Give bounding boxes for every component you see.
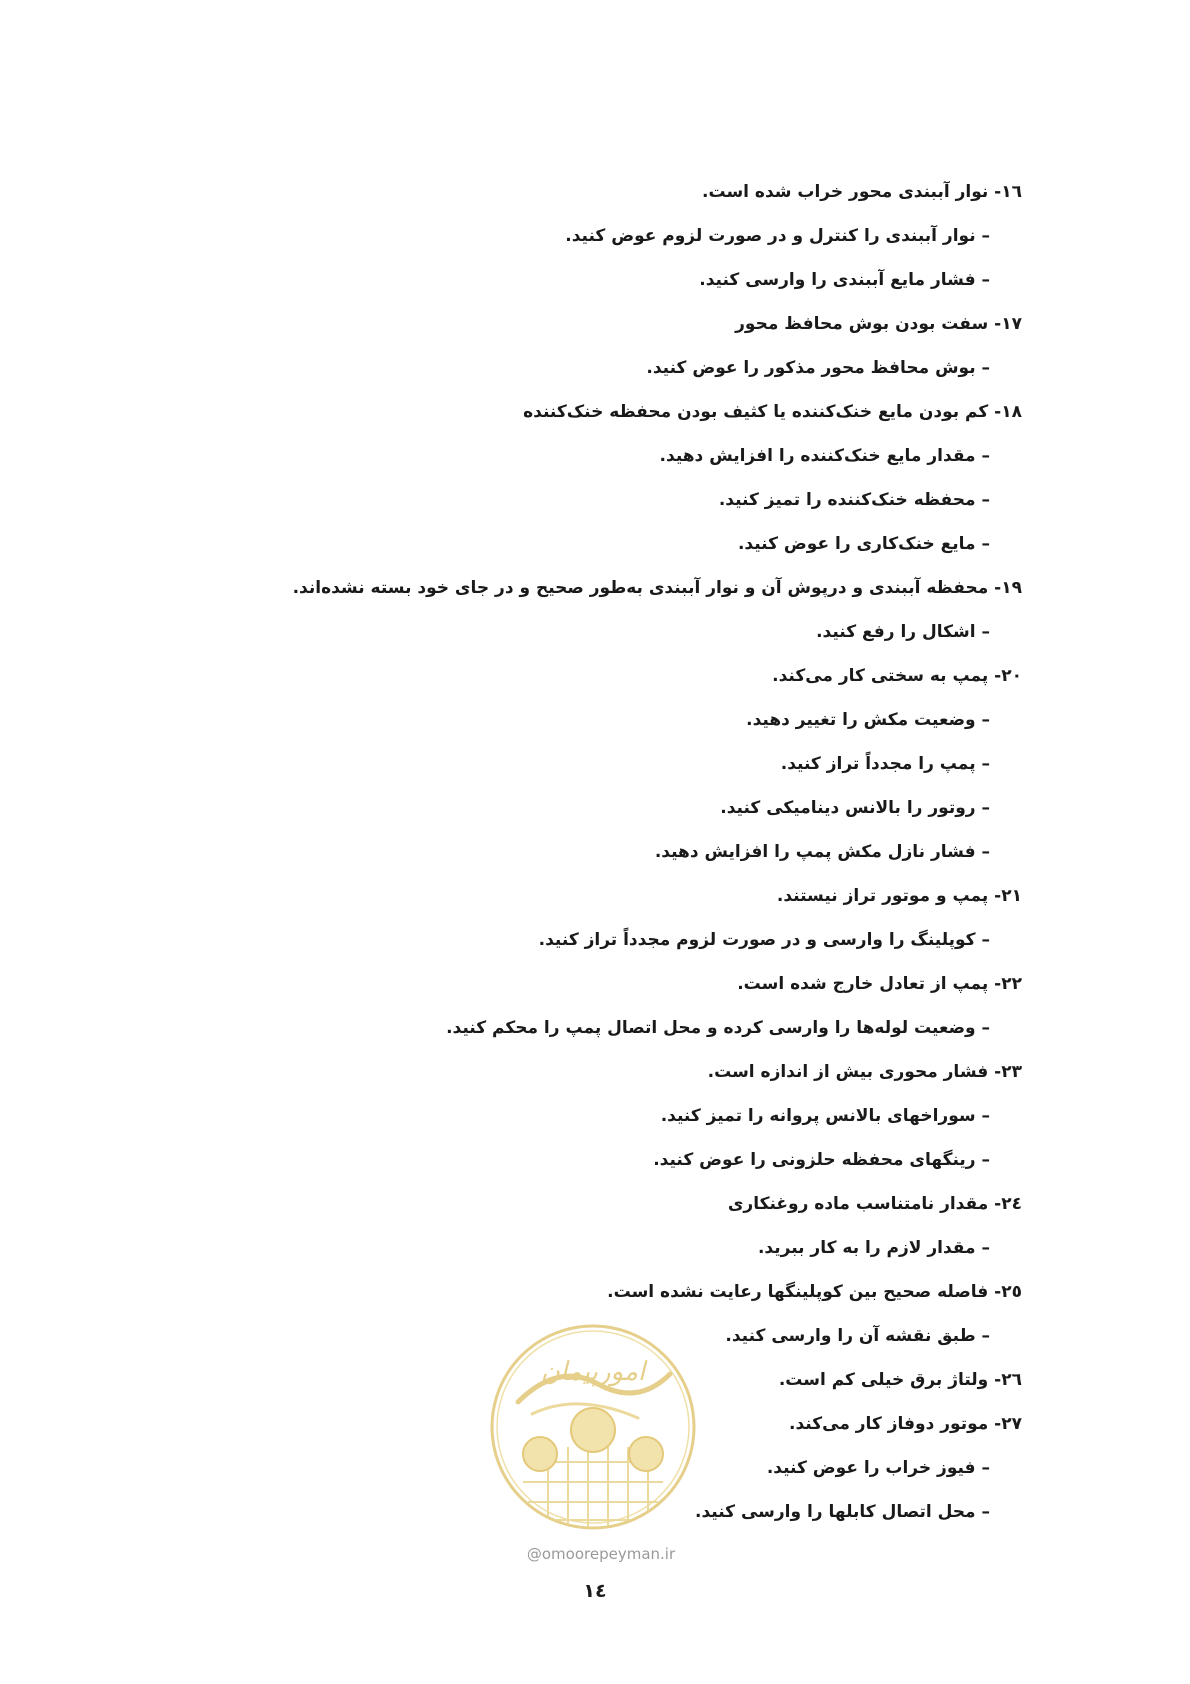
bullet-line: – رینگهای محفظه حلزونی را عوض کنید. bbox=[653, 1150, 990, 1170]
bullet-line: – وضعیت لوله‌ها را وارسی کرده و محل اتصال پمپ را محکم کنید. bbox=[446, 1018, 990, 1038]
heading-line: ١٨- کم بودن مایع خنک‌کننده یا کثیف بودن محفظه خنک‌کننده bbox=[523, 402, 1022, 422]
heading-line: ٢٣- فشار محوری بیش از اندازه است. bbox=[707, 1062, 1022, 1082]
bullet-line: – فشار مایع آببندی را وارسی کنید. bbox=[699, 270, 990, 290]
bullet-line: – طبق نقشه آن را وارسی کنید. bbox=[725, 1326, 990, 1346]
bullet-line: – وضعیت مکش را تغییر دهید. bbox=[746, 710, 990, 730]
watermark-url: @omoorepeyman.ir bbox=[526, 1545, 676, 1563]
heading-line: ٢٥- فاصله صحیح بین کوپلینگها رعایت نشده است. bbox=[607, 1282, 1022, 1302]
bullet-line: – بوش محافظ محور مذکور را عوض کنید. bbox=[646, 358, 990, 378]
bullet-line: – محل اتصال کابلها را وارسی کنید. bbox=[694, 1502, 990, 1522]
bullet-line: – مقدار لازم را به کار ببرید. bbox=[757, 1238, 990, 1258]
watermark-logo bbox=[488, 1322, 698, 1532]
bullet-line: – مقدار مایع خنک‌کننده را افزایش دهید. bbox=[659, 446, 990, 466]
bullet-line: – فیوز خراب را عوض کنید. bbox=[766, 1458, 990, 1478]
heading-line: ٢٢- پمپ از تعادل خارج شده است. bbox=[737, 974, 1022, 994]
bullet-line: – روتور را بالانس دینامیکی کنید. bbox=[720, 798, 990, 818]
heading-line: ٢٧- موتور دوفاز کار می‌کند. bbox=[789, 1414, 1022, 1434]
bullet-line: – مایع خنک‌کاری را عوض کنید. bbox=[737, 534, 990, 554]
bullet-line: – اشکال را رفع کنید. bbox=[816, 622, 990, 642]
watermark-logo-text: امورپیمان bbox=[540, 1357, 646, 1387]
heading-line: ٢٠- پمپ به سختی کار می‌کند. bbox=[772, 666, 1022, 686]
bullet-line: – پمپ را مجدداً تراز کنید. bbox=[780, 754, 990, 774]
bullet-line: – نوار آببندی را کنترل و در صورت لزوم عوض کنید. bbox=[565, 226, 990, 246]
bullet-line: – فشار نازل مکش پمپ را افزایش دهید. bbox=[654, 842, 990, 862]
heading-line: ٢١- پمپ و موتور تراز نیستند. bbox=[776, 886, 1022, 906]
heading-line: ٢٤- مقدار نامتناسب ماده روغنکاری bbox=[727, 1194, 1022, 1214]
heading-line: ١٩- محفظه آببندی و درپوش آن و نوار آببندی به‌طور صحیح و در جای خود بسته نشده‌اند. bbox=[292, 578, 1022, 598]
bullet-line: – کوپلینگ را وارسی و در صورت لزوم مجدداً تراز کنید. bbox=[538, 930, 990, 950]
heading-line: ١٦- نوار آببندی محور خراب شده است. bbox=[701, 182, 1022, 202]
bullet-line: – محفظه خنک‌کننده را تمیز کنید. bbox=[718, 490, 990, 510]
heading-line: ٢٦- ولتاژ برق خیلی کم است. bbox=[778, 1370, 1022, 1390]
heading-line: ١٧- سفت بودن بوش محافظ محور bbox=[735, 314, 1022, 334]
bullet-line: – سوراخهای بالانس پروانه را تمیز کنید. bbox=[660, 1106, 990, 1126]
page-number: ١٤ bbox=[583, 1580, 607, 1602]
